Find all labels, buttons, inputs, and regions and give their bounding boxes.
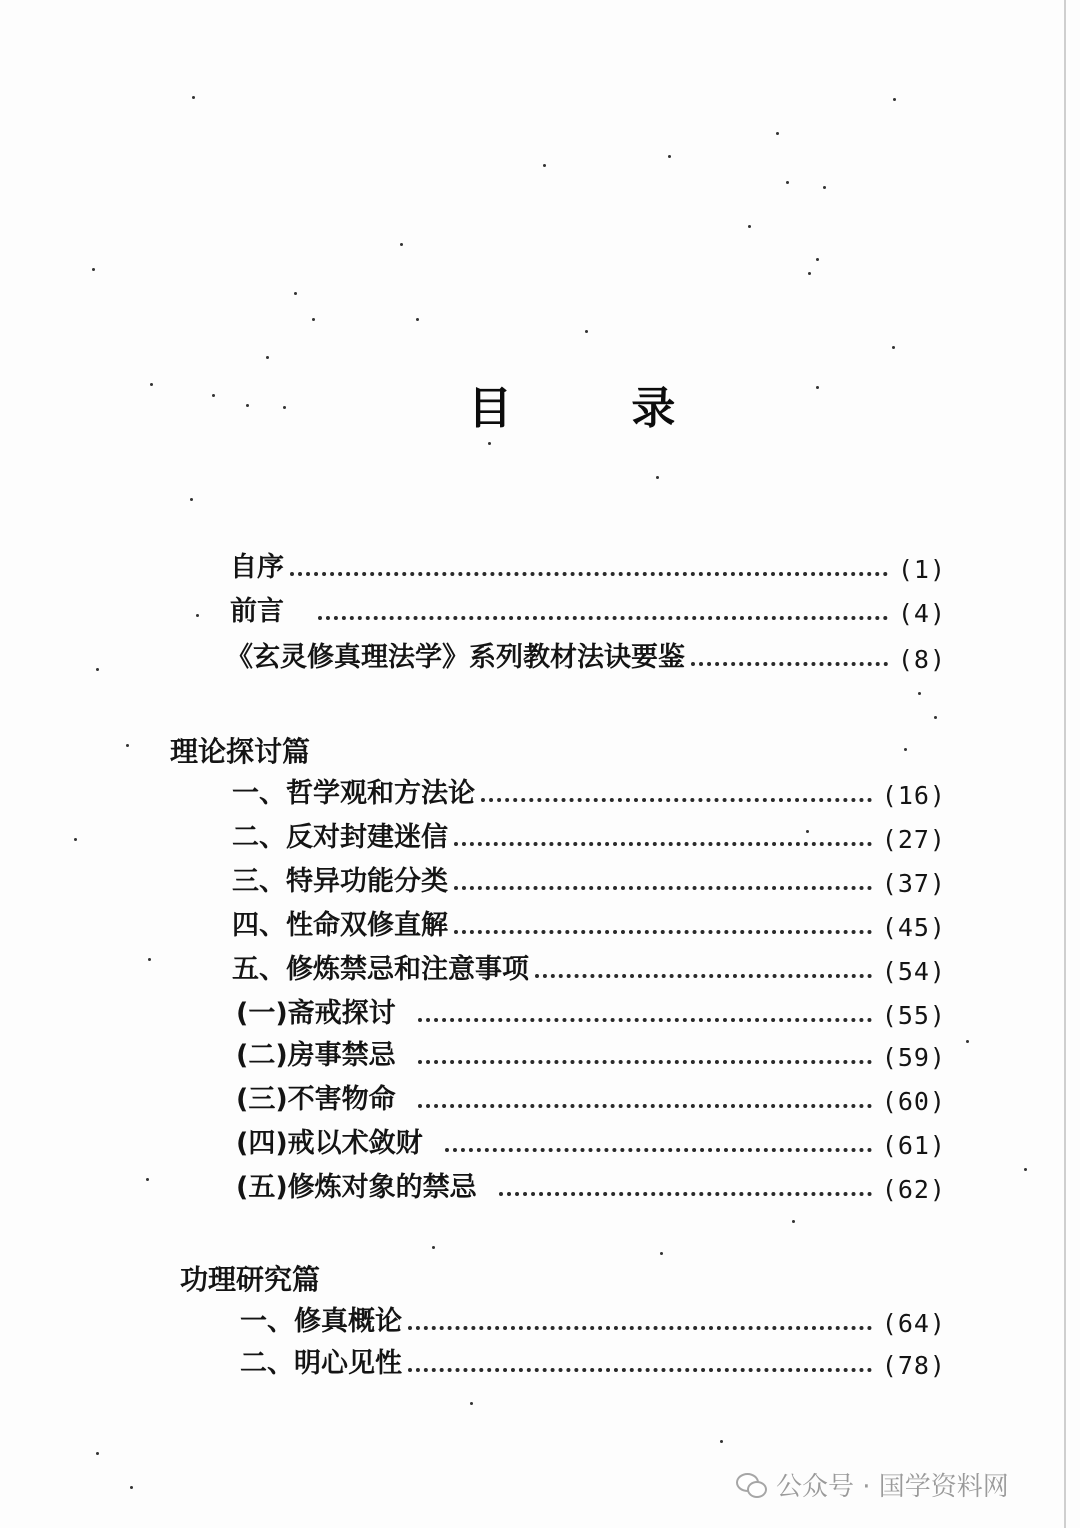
toc-entry-page: (64): [881, 1309, 946, 1338]
dot-leader: [418, 1104, 872, 1108]
scan-speck: [312, 318, 315, 321]
dot-leader: [454, 886, 872, 890]
scan-speck: [823, 186, 826, 189]
scan-speck: [966, 1040, 969, 1043]
toc-entry-page: (59): [881, 1043, 946, 1072]
toc-entry[interactable]: [240, 1298, 946, 1338]
scan-speck: [934, 716, 937, 719]
toc-entry[interactable]: [232, 770, 946, 810]
scan-speck: [148, 958, 151, 961]
dot-leader: [499, 1192, 872, 1196]
scan-speck: [776, 132, 779, 135]
toc-subentry[interactable]: [236, 1120, 946, 1160]
dot-leader: [408, 1368, 872, 1372]
section-heading[interactable]: 理论探讨篇: [170, 735, 311, 768]
scan-speck: [470, 1402, 473, 1405]
scan-speck: [1024, 1168, 1027, 1171]
scan-speck: [808, 272, 811, 275]
toc-entry-page: (60): [881, 1087, 946, 1116]
toc-entry-page: (27): [881, 825, 946, 854]
toc-entry-label: (五)修炼对象的禁忌: [236, 1172, 477, 1203]
toc-entry-label: (一)斋戒探讨: [236, 998, 396, 1029]
dot-leader: [481, 798, 872, 802]
scan-speck: [656, 476, 659, 479]
toc-entry-label: 二、明心见性: [240, 1348, 402, 1379]
scan-speck: [96, 668, 99, 671]
toc-entry[interactable]: [232, 858, 946, 898]
toc-entry-page: (78): [881, 1351, 946, 1380]
scan-speck: [816, 386, 819, 389]
toc-entry-preface[interactable]: [230, 544, 946, 584]
toc-entry-label: 五、修炼禁忌和注意事项: [232, 954, 529, 985]
scan-speck: [748, 225, 751, 228]
scan-speck: [130, 1486, 133, 1489]
scan-speck: [92, 268, 95, 271]
scan-speck: [192, 96, 195, 99]
scan-speck: [660, 1252, 663, 1255]
dot-leader: [418, 1018, 872, 1022]
scan-speck: [126, 744, 129, 747]
scan-speck: [146, 1178, 149, 1181]
toc-entry-foreword[interactable]: [230, 588, 946, 628]
scan-speck: [585, 330, 588, 333]
toc-entry-label: 一、修真概论: [240, 1306, 402, 1337]
toc-entry-label: 二、反对封建迷信: [232, 822, 448, 853]
toc-entry-label: (四)戒以术敛财: [236, 1128, 423, 1159]
scan-speck: [432, 1246, 435, 1249]
scan-speck: [283, 406, 286, 409]
dot-leader: [454, 842, 872, 846]
scan-speck: [543, 164, 546, 167]
dot-leader: [418, 1060, 872, 1064]
toc-entry[interactable]: [232, 814, 946, 854]
toc-entry-page: (4): [897, 599, 946, 628]
scan-speck: [893, 98, 896, 101]
toc-entry-label: 自序: [230, 552, 284, 583]
toc-entry-label: 四、性命双修直解: [232, 910, 448, 941]
scan-speck: [918, 692, 921, 695]
toc-entry-label: 《玄灵修真理法学》系列教材法诀要鉴: [226, 642, 685, 673]
dot-leader: [691, 662, 888, 666]
dot-leader: [535, 974, 872, 978]
scan-speck: [720, 1440, 723, 1443]
toc-entry-page: (1): [897, 555, 946, 584]
toc-subentry[interactable]: [236, 1032, 946, 1072]
scan-speck: [150, 383, 153, 386]
toc-subentry[interactable]: [236, 990, 946, 1030]
scan-speck: [266, 356, 269, 359]
scan-speck: [786, 181, 789, 184]
toc-subentry[interactable]: [236, 1164, 946, 1204]
toc-entry-label: 一、哲学观和方法论: [232, 778, 475, 809]
toc-entry-label: (三)不害物命: [236, 1084, 396, 1115]
dot-leader: [454, 930, 872, 934]
page-edge-line: [1064, 0, 1066, 1528]
scan-speck: [74, 838, 77, 841]
dot-leader: [408, 1326, 872, 1330]
toc-entry-page: (61): [881, 1131, 946, 1160]
toc-entry-page: (54): [881, 957, 946, 986]
watermark: [736, 1466, 1009, 1503]
watermark-text: 公众号 · 国学资料网: [776, 1472, 1009, 1502]
toc-entry[interactable]: [232, 902, 946, 942]
section-heading[interactable]: 功理研究篇: [180, 1263, 321, 1296]
scan-speck: [212, 394, 215, 397]
toc-entry[interactable]: [232, 946, 946, 986]
scan-speck: [816, 258, 819, 261]
toc-entry-label: 前言: [230, 596, 284, 627]
toc-entry[interactable]: [240, 1340, 946, 1380]
toc-entry-page: (37): [881, 869, 946, 898]
toc-entry-page: (55): [881, 1001, 946, 1030]
scan-speck: [294, 292, 297, 295]
scan-speck: [668, 155, 671, 158]
toc-entry-series-key[interactable]: [226, 634, 946, 674]
scan-speck: [892, 346, 895, 349]
scan-speck: [246, 404, 249, 407]
scan-speck: [792, 1220, 795, 1223]
toc-entry-label: 三、特异功能分类: [232, 866, 448, 897]
page-title: 目 录: [468, 383, 728, 434]
scan-speck: [96, 1452, 99, 1455]
dot-leader: [290, 572, 888, 576]
toc-entry-page: (16): [881, 781, 946, 810]
toc-entry-page: (62): [881, 1175, 946, 1204]
dot-leader: [445, 1148, 872, 1152]
toc-subentry[interactable]: [236, 1076, 946, 1116]
scan-speck: [400, 243, 403, 246]
wechat-icon: [736, 1473, 766, 1497]
dot-leader: [318, 616, 888, 620]
toc-entry-page: (8): [897, 645, 946, 674]
toc-entry-label: (二)房事禁忌: [236, 1040, 396, 1071]
scan-speck: [190, 498, 193, 501]
scan-speck: [416, 318, 419, 321]
scan-speck: [196, 614, 199, 617]
scan-speck: [904, 748, 907, 751]
toc-entry-page: (45): [881, 913, 946, 942]
scan-speck: [488, 442, 491, 445]
